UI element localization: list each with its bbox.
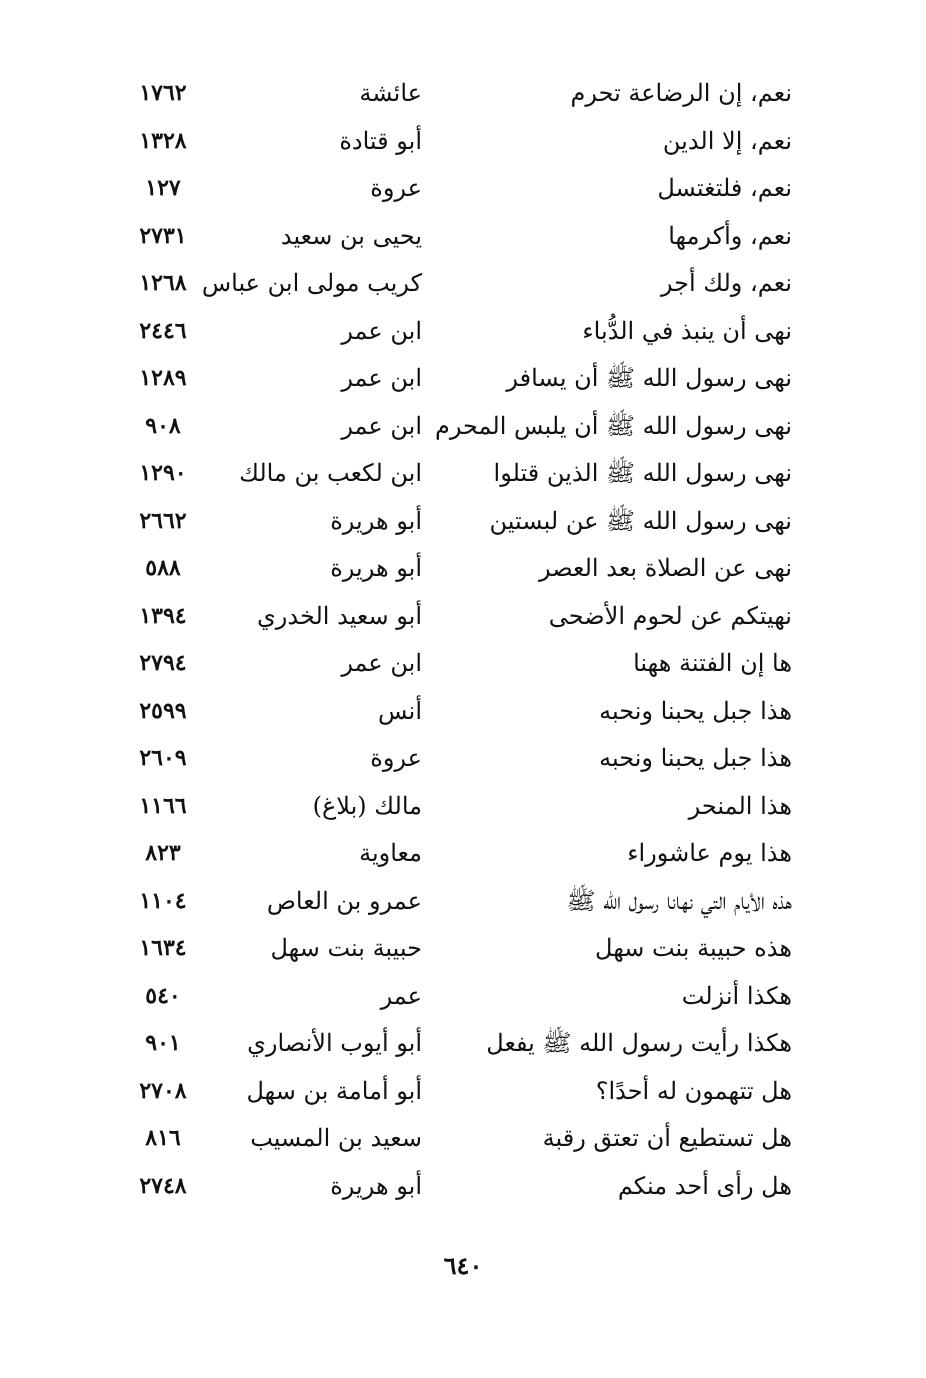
hadith-phrase: هل تتهمون له أحدًا؟ [595,1076,792,1105]
hadith-phrase: نهى أن ينبذ في الدُّباء [582,316,792,345]
hadith-number: ١٢٧ [145,175,181,201]
index-row [0,213,926,261]
hadith-number: ١١٦٦ [139,792,187,819]
index-row [0,498,926,546]
hadith-number: ٥٨٨ [145,555,181,581]
index-row [0,403,926,451]
hadith-number: ٨١٦ [145,1125,181,1151]
hadith-index-list [0,70,926,1210]
index-row [0,973,926,1021]
index-row [0,878,926,926]
hadith-phrase: هذا يوم عاشوراء [627,839,792,867]
hadith-phrase: نعم، وأكرمها [668,221,792,250]
hadith-phrase: نعم، ولك أجر [660,269,792,297]
index-row [0,1068,926,1116]
hadith-number: ٢٤٤٦ [139,317,187,344]
narrator-name: حبيبة بنت سهل [270,934,422,962]
narrator-name: سعيد بن المسيب [250,1124,422,1152]
index-row [0,830,926,878]
narrator-name: ابن عمر [341,649,422,677]
hadith-phrase: هذه حبيبة بنت سهل [595,934,792,962]
index-row [0,118,926,166]
hadith-phrase: نعم، إن الرضاعة تحرم [570,79,792,107]
hadith-number: ٨٢٣ [145,840,181,866]
index-row [0,593,926,641]
index-row [0,70,926,118]
narrator-name: أبو هريرة [330,506,422,535]
index-row [0,260,926,308]
hadith-number: ٥٤٠ [145,982,181,1009]
index-row [0,165,926,213]
hadith-number: ١٢٩٠ [139,460,187,486]
index-row [0,355,926,403]
hadith-number: ٩٠١ [145,1030,181,1056]
hadith-phrase: هل تستطيع أن تعتق رقبة [542,1124,792,1152]
hadith-number: ١٣٢٨ [139,127,187,154]
hadith-phrase: هل رأى أحد منكم [617,1171,792,1200]
hadith-phrase: نهى رسول الله ﷺ أن يلبس المحرم [434,411,792,440]
hadith-number: ٢٧٩٤ [139,650,187,676]
hadith-number: ٢٧٣١ [139,222,187,249]
narrator-name: أنس [378,696,422,725]
narrator-name: ابن عمر [341,364,422,392]
hadith-phrase: هكذا أنزلت [681,981,792,1010]
hadith-phrase: نهى عن الصلاة بعد العصر [538,554,792,582]
index-row [0,1115,926,1163]
hadith-number: ١٢٨٩ [139,365,187,391]
hadith-phrase: هذا جبل يحبنا ونحبه [599,696,792,725]
narrator-name: أبو أمامة بن سهل [246,1076,422,1105]
narrator-name: كريب مولى ابن عباس [201,269,422,297]
index-row [0,545,926,593]
narrator-name: يحيى بن سعيد [280,221,422,250]
index-row [0,1163,926,1211]
narrator-name: أبو سعيد الخدري [257,601,422,630]
index-row [0,925,926,973]
hadith-phrase: هذا جبل يحبنا ونحبه [599,744,792,772]
hadith-number: ١٣٩٤ [139,602,187,629]
narrator-name: أبو قتادة [339,126,422,155]
narrator-name: أبو هريرة [330,1171,422,1200]
narrator-name: معاوية [359,839,422,867]
narrator-name: ابن عمر [341,316,422,345]
hadith-phrase: نهى رسول الله ﷺ الذين قتلوا [493,459,792,487]
hadith-number: ٢٧٤٨ [139,1172,187,1199]
narrator-name: أبو أيوب الأنصاري [247,1029,422,1057]
hadith-number: ٢٥٩٩ [139,697,187,724]
hadith-phrase: نهى رسول الله ﷺ أن يسافر [506,364,792,392]
hadith-phrase: نهيتكم عن لحوم الأضحى [548,601,792,630]
index-row [0,450,926,498]
narrator-name: ابن لكعب بن مالك [239,459,422,487]
narrator-name: عروة [370,744,422,772]
hadith-number: ١٦٣٤ [139,935,187,961]
hadith-phrase: هذا المنحر [688,791,792,820]
hadith-phrase: هذه الأيام التي نهانا رسول الله ﷺ [566,886,792,915]
hadith-phrase: نعم، فلتغتسل [657,174,792,202]
narrator-name: مالك (بلاغ) [312,791,422,820]
index-row [0,1020,926,1068]
narrator-name: أبو هريرة [330,554,422,582]
index-row [0,640,926,688]
hadith-phrase: نعم، إلا الدين [662,126,792,155]
narrator-name: عمر [380,981,422,1010]
index-row [0,688,926,736]
index-row [0,735,926,783]
narrator-name: ابن عمر [341,411,422,440]
hadith-number: ١٧٦٢ [139,80,187,106]
hadith-phrase: نهى رسول الله ﷺ عن لبستين [489,506,792,535]
hadith-number: ٢٧٠٨ [139,1077,187,1104]
page-number: ٦٤٠ [443,1251,483,1280]
narrator-name: عائشة [359,79,422,107]
index-row [0,308,926,356]
hadith-number: ٢٦٦٢ [139,507,187,534]
hadith-number: ١٢٦٨ [139,270,187,296]
hadith-number: ٩٠٨ [145,412,181,439]
hadith-phrase: هكذا رأيت رسول الله ﷺ يفعل [486,1029,792,1057]
hadith-number: ٢٦٠٩ [139,745,187,771]
index-row [0,783,926,831]
narrator-name: عروة [370,174,422,202]
narrator-name: عمرو بن العاص [266,886,422,915]
hadith-phrase: ها إن الفتنة ههنا [633,649,792,677]
hadith-number: ١١٠٤ [139,887,187,914]
